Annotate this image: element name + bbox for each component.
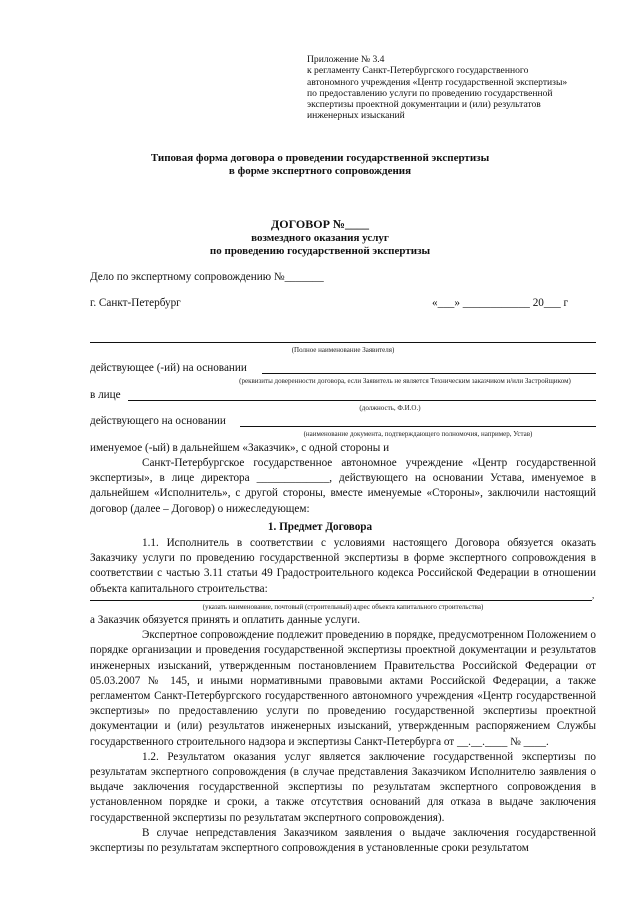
contract-subtitle-1: возмездного оказания услуг <box>251 232 389 244</box>
person-line <box>128 400 596 401</box>
contract-subtitle-2: по проведению государственной экспертизы <box>209 245 431 257</box>
section-1-title: 1. Предмет Договора <box>267 521 373 533</box>
person-label: в лице <box>90 389 121 401</box>
city: г. Санкт-Петербург <box>90 297 181 309</box>
object-line <box>90 600 592 601</box>
acting-doc-label: действующего на основании <box>90 415 226 427</box>
clause-1-1 <box>90 536 596 597</box>
clause-1-1-number: 1.1. <box>142 537 159 549</box>
clause-1-1-text: Исполнитель в соответствии с условиями настоящего Договора обязуется оказать Заказчику услуги по проведению государственной экспертизы в форме экспертного сопровождения в соответствии с частью 3.11 статьи 49 Градостроительного кодекса Российской Федерации в отношении объекта капитального строительства: <box>90 537 596 595</box>
clause-1-1-tail: а Заказчик обязуется принять и оплатить данные услуги. <box>90 614 361 626</box>
object-caption: (указать наименование, почтовый (строительный) адрес объекта капитального строительства) <box>202 603 484 611</box>
date-line: «___» ____________ 20___ г <box>432 297 569 309</box>
annex-line: автономного учреждения «Центр государственной экспертизы» <box>307 76 568 88</box>
acting-basis-caption: (реквизиты доверенности договора, если Заявитель не является Техническим заказчиком и/или Застройщиком) <box>239 377 571 385</box>
customer-line: именуемое (-ый) в дальнейшем «Заказчик», с одной стороны и <box>90 442 390 454</box>
clause-1-2 <box>90 750 596 826</box>
clause-1-2-number: 1.2. <box>142 750 159 763</box>
annex-line: инженерных изысканий <box>307 110 405 122</box>
acting-basis-line <box>262 373 596 374</box>
form-title-line1: Типовая форма договора о проведении государственной экспертизы <box>150 152 490 164</box>
annex-line: Приложение № 3.4 <box>307 54 385 65</box>
case-number-line: Дело по экспертному сопровождению №_______ <box>90 271 324 283</box>
procedure-paragraph: Экспертное сопровождение подлежит проведению в порядке, предусмотренном Положением о порядке организации и проведения государственной экспертизы проектной документации и результатов инженерных изысканий, утвержденным постановлением Правительства Российской Федерации от 05.03.2007 № 145, и иными нормативными правовыми актами Российской Федерации, а также регламентом Санкт-Петербургского государственного автономного учреждения «Центр государственной экспертизы» по предоставлению услуги по проведению государственной экспертизы проектной документации и (или) результатов инженерных изысканий, утвержденным распоряжением Службы государственного строительного надзора и экспертизы Санкт-Петербурга от __.__.____ № ____. <box>90 629 596 748</box>
acting-doc-line <box>240 426 596 427</box>
applicant-name-caption: (Полное наименование Заявителя) <box>291 346 395 354</box>
form-title-line2: в форме экспертного сопровождения <box>228 165 412 177</box>
intro-paragraph: Санкт-Петербургское государственное автономное учреждение «Центр государственной экспертизы», в лице директора _____________, действующего на основании Устава, именуемое в дальнейшем «Исполнитель», с другой стороны, вместе именуемые «Стороны», заключили настоящий договор (далее – Договор) о нижеследующем: <box>90 457 596 515</box>
object-line-comma: , <box>592 590 595 600</box>
annex-header <box>307 54 567 122</box>
annex-line: по предоставлению услуги по проведению государственной <box>307 87 553 99</box>
annex-line: к регламенту Санкт-Петербургского государственного <box>307 65 529 77</box>
intro-block <box>90 456 596 517</box>
clauses-block <box>90 613 596 856</box>
acting-basis-label: действующее (-ий) на основании <box>90 362 247 374</box>
acting-doc-caption: (наименование документа, подтверждающего полномочия, например, Устав) <box>303 430 533 438</box>
contract-title: ДОГОВОР №____ <box>271 217 369 231</box>
clause-1-1-block <box>90 536 596 597</box>
clause-1-2-text: Результатом оказания услуг является заключение государственной экспертизы по результатам экспертного сопровождения (в случае представления Заказчиком Исполнителю заявления о выдаче заключения государственной экспертизы по результатам экспертного сопровождения в установленном порядке и сроки, а также отсутствия оснований для отказа в выдаче заключения государственной экспертизы по результатам экспертного сопровождения). <box>90 750 597 824</box>
applicant-name-line <box>90 342 596 343</box>
annex-line: экспертизы проектной документации и (или) результатов <box>307 99 541 111</box>
non-submission-paragraph: В случае непредставления Заказчиком заявления о выдаче заключения государственной экспертизы по результатам экспертного сопровождения в установленные сроки результатом <box>90 826 596 855</box>
person-caption: (должность, Ф.И.О.) <box>359 404 421 412</box>
